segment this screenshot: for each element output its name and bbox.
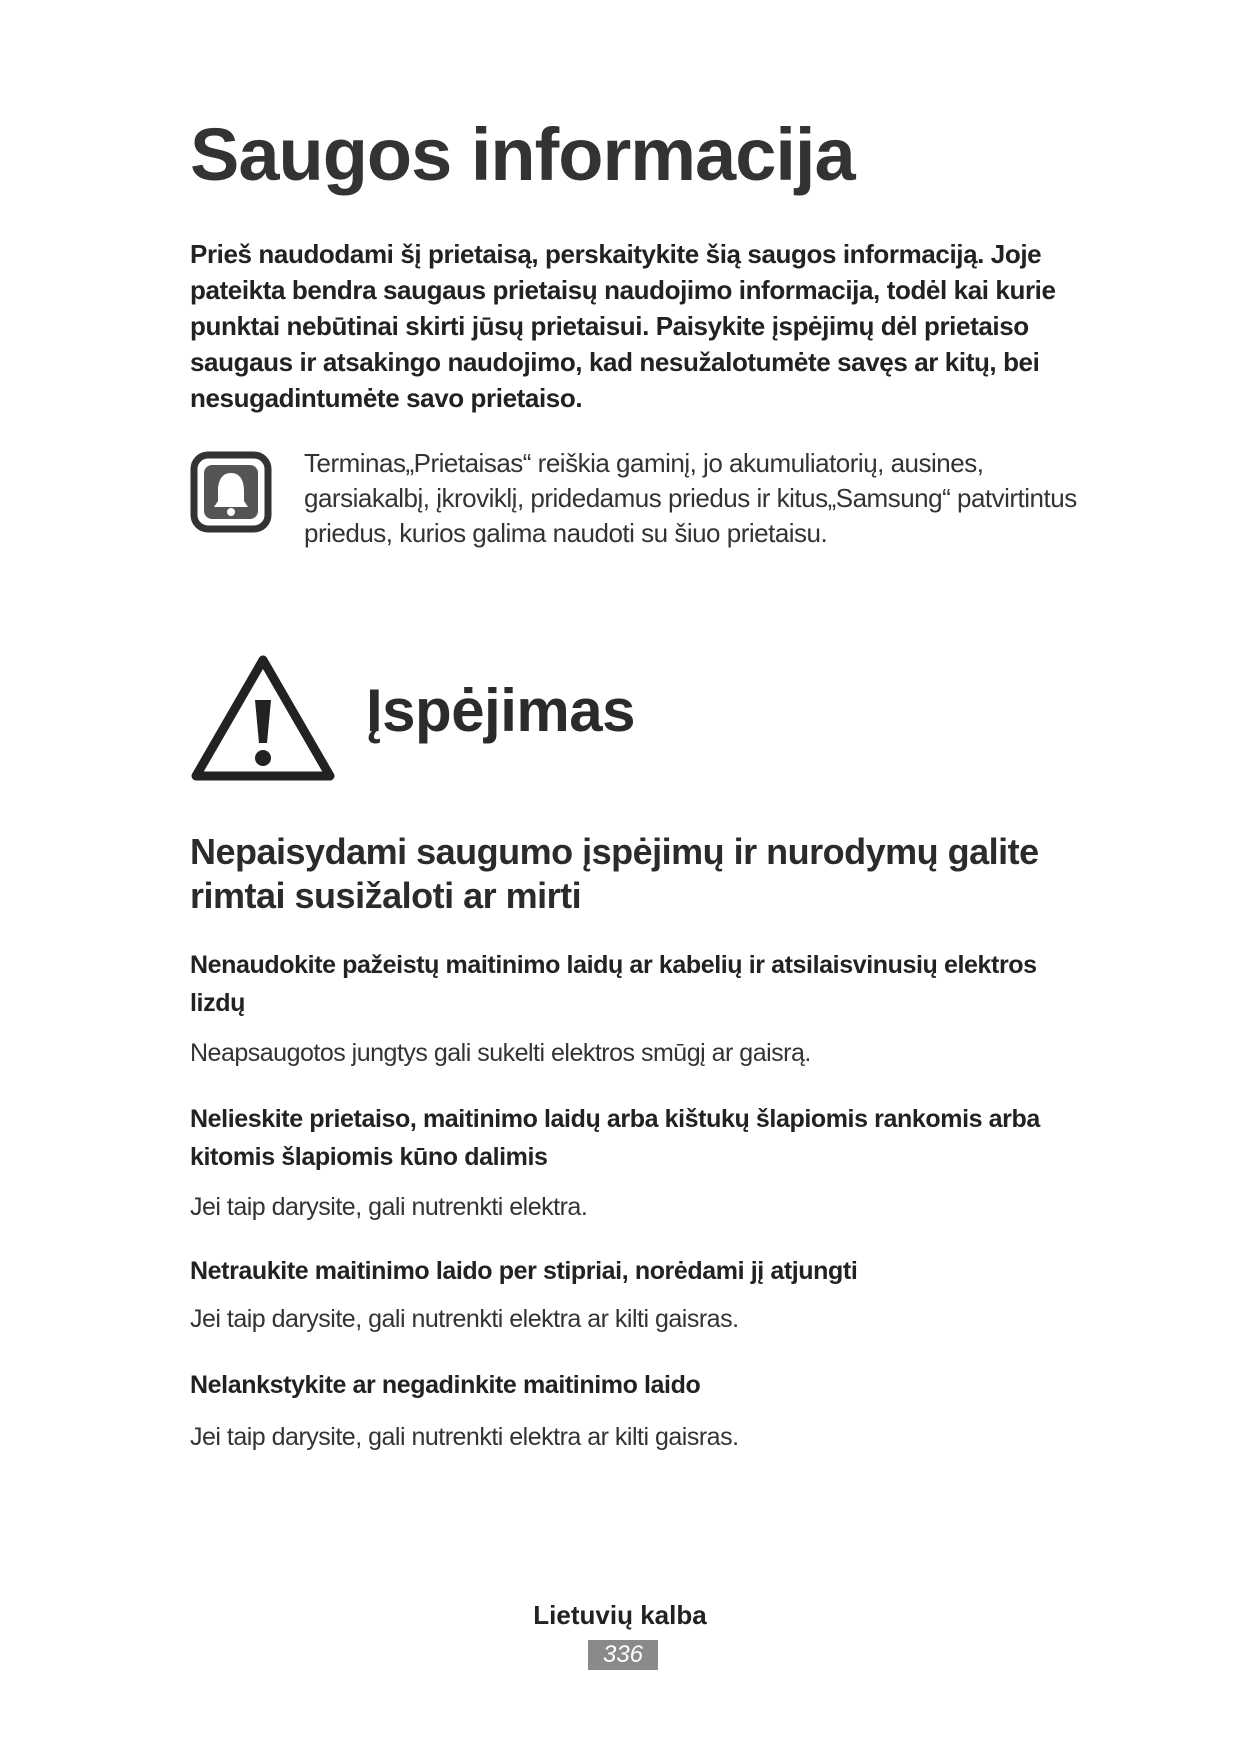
item-body-2: Jei taip darysite, gali nutrenkti elektra. <box>190 1193 588 1221</box>
item-heading-3: Netraukite maitinimo laido per stipriai, norėdami jį atjungti <box>190 1257 858 1285</box>
item-heading-2: Nelieskite prietaiso, maitinimo laidų arba kištukų šlapiomis rankomis arba kitomis šlapiomis kūno dalimis <box>190 1105 1040 1171</box>
item-body-3: Jei taip darysite, gali nutrenkti elektra ar kilti gaisras. <box>190 1305 739 1333</box>
bell-icon <box>190 451 272 533</box>
item-body-4: Jei taip darysite, gali nutrenkti elektra ar kilti gaisras. <box>190 1423 739 1451</box>
note-text: Terminas„Prietaisas“ reiškia gaminį, jo akumuliatorių, ausines, garsiakalbį, įkroviklį, pridedamus priedus ir kitus„Samsung“ patvirtintus priedus, kurios galima naudoti su šiuo prietaisu. <box>304 448 1077 548</box>
footer-language: Lietuvių kalba <box>533 1600 707 1630</box>
item-heading-1: Nenaudokite pažeistų maitinimo laidų ar kabelių ir atsilaisvinusių elektros lizdų <box>190 951 1037 1017</box>
section-heading: Nepaisydami saugumo įspėjimų ir nurodymų galite rimtai susižaloti ar mirti <box>190 831 1039 916</box>
page-number: 336 <box>588 1640 658 1670</box>
warning-title: Įspėjimas <box>366 677 635 744</box>
item-body-1: Neapsaugotos jungtys gali sukelti elektros smūgį ar gaisrą. <box>190 1039 811 1067</box>
warning-triangle-icon <box>188 650 338 786</box>
page-title: Saugos informacija <box>190 113 855 196</box>
intro-paragraph: Prieš naudodami šį prietaisą, perskaitykite šią saugos informaciją. Joje pateikta bendra saugaus prietaisų naudojimo informacija, todėl kai kurie punktai nebūtinai skirti jūsų prietaisui. Paisykite įspėjimų dėl prietaiso saugaus ir atsakingo naudojimo, kad nesužalotumėte savęs ar kitų, bei nesugadintumėte savo prietaiso. <box>190 239 1056 413</box>
item-heading-4: Nelankstykite ar negadinkite maitinimo laido <box>190 1371 701 1399</box>
